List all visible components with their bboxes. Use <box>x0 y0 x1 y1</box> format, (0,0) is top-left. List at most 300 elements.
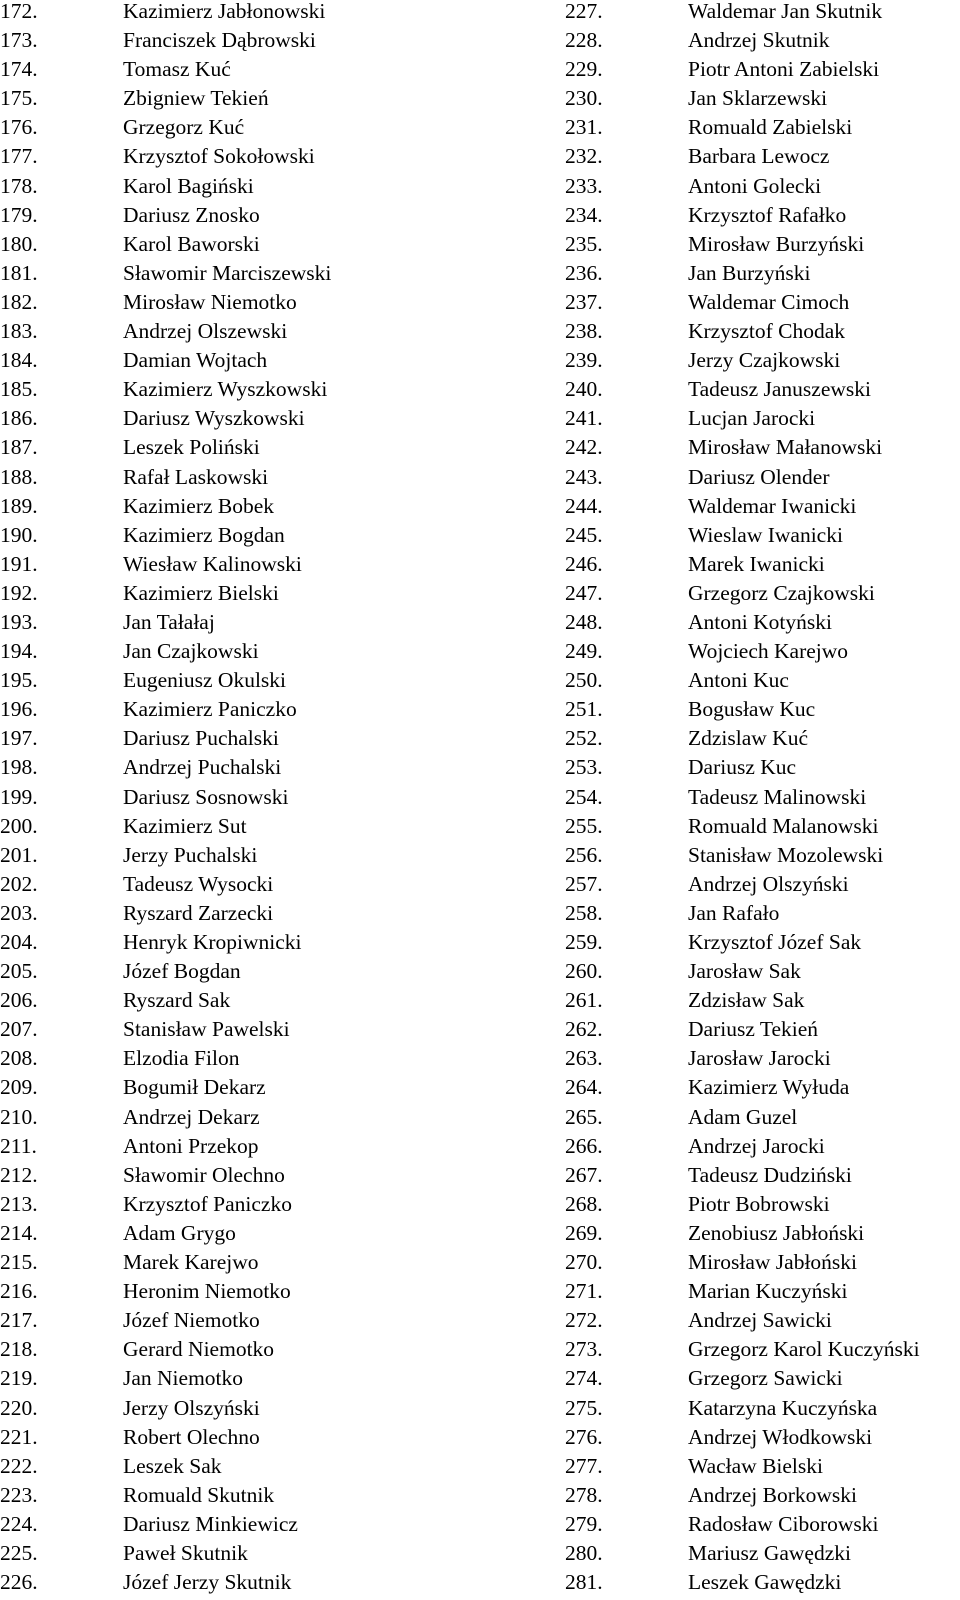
list-item-name: Andrzej Olszewski <box>123 319 288 344</box>
list-item-number: 179. <box>0 202 38 227</box>
list-item-number: 202. <box>0 871 38 896</box>
list-item-number: 184. <box>0 348 38 373</box>
list-item-name: Tadeusz Wysocki <box>123 871 274 896</box>
list-item <box>0 698 440 727</box>
list-item-name: Piotr Bobrowski <box>688 1191 830 1216</box>
list-item-name: Dariusz Minkiewicz <box>123 1511 298 1536</box>
list-item <box>0 320 440 349</box>
list-item-number: 181. <box>0 260 38 285</box>
list-item-name: Lucjan Jarocki <box>688 406 816 431</box>
list-item-number: 266. <box>565 1133 603 1158</box>
list-item-number: 203. <box>0 900 38 925</box>
list-item-name: Marek Iwanicki <box>688 551 825 576</box>
list-item-name: Krzysztof Józef Sak <box>688 930 862 954</box>
list-item <box>565 1426 960 1455</box>
list-item <box>565 407 960 436</box>
list-item <box>565 466 960 495</box>
list-item-number: 180. <box>0 231 38 256</box>
list-item-name: Wojciech Karejwo <box>688 639 849 664</box>
list-item <box>0 436 440 465</box>
list-item-number: 208. <box>0 1046 38 1071</box>
list-item <box>0 553 440 582</box>
list-item-number: 280. <box>565 1540 603 1565</box>
list-item <box>0 1193 440 1222</box>
list-item-number: 199. <box>0 784 38 809</box>
list-item-number: 269. <box>565 1220 603 1245</box>
list-item <box>0 669 440 698</box>
list-item-name: Dariusz Tekień <box>688 1017 819 1042</box>
list-item <box>565 1047 960 1076</box>
list-item-number: 240. <box>565 377 603 402</box>
list-item-name: Robert Olechno <box>123 1424 260 1449</box>
list-item <box>0 349 440 378</box>
list-item-number: 249. <box>565 639 603 664</box>
list-item <box>565 436 960 465</box>
list-item-number: 218. <box>0 1337 38 1362</box>
list-item-number: 185. <box>0 377 38 402</box>
list-item <box>565 815 960 844</box>
list-item <box>0 786 440 815</box>
list-item <box>0 1367 440 1396</box>
list-item-name: Jan Tałałaj <box>123 609 215 634</box>
list-item-number: 191. <box>0 551 38 576</box>
list-item <box>565 495 960 524</box>
list-item-number: 233. <box>565 173 603 198</box>
list-item-name: Jan Sklarzewski <box>688 86 828 111</box>
list-item <box>565 553 960 582</box>
list-item <box>565 640 960 669</box>
list-item-name: Krzysztof Rafałko <box>688 202 847 227</box>
list-item-number: 209. <box>0 1075 38 1100</box>
list-item <box>0 640 440 669</box>
list-item-number: 255. <box>565 813 603 838</box>
list-item-name: Grzegorz Sawicki <box>688 1366 843 1391</box>
right-name-list <box>565 0 960 1600</box>
list-item-number: 231. <box>565 115 603 140</box>
list-item-number: 190. <box>0 522 38 547</box>
list-item <box>0 524 440 553</box>
list-item-name: Dariusz Puchalski <box>123 726 279 751</box>
list-item <box>0 902 440 931</box>
list-item <box>565 291 960 320</box>
list-item-number: 251. <box>565 697 603 722</box>
list-item-number: 246. <box>565 551 603 576</box>
list-item-number: 177. <box>0 144 38 169</box>
list-item-name: Katarzyna Kuczyńska <box>688 1395 878 1420</box>
list-item-number: 211. <box>0 1133 37 1158</box>
list-item-name: Antoni Kotyński <box>688 609 832 634</box>
list-item <box>0 466 440 495</box>
list-item-number: 267. <box>565 1162 603 1187</box>
list-item-name: Leszek Sak <box>123 1453 222 1478</box>
list-item-number: 239. <box>565 348 603 373</box>
list-item-number: 189. <box>0 493 38 518</box>
list-item-number: 261. <box>565 988 603 1013</box>
list-item-name: Zenobiusz Jabłoński <box>688 1220 865 1245</box>
list-item-number: 273. <box>565 1337 603 1362</box>
list-item-name: Waldemar Iwanicki <box>688 493 857 518</box>
list-item <box>0 233 440 262</box>
list-item-number: 275. <box>565 1395 603 1420</box>
list-item <box>0 815 440 844</box>
list-item <box>565 873 960 902</box>
list-item <box>0 1455 440 1484</box>
list-item <box>565 756 960 785</box>
list-item-name: Mirosław Małanowski <box>688 435 883 460</box>
list-item <box>565 1338 960 1367</box>
list-item <box>0 262 440 291</box>
list-item-number: 178. <box>0 173 38 198</box>
list-item-name: Sławomir Marciszewski <box>123 260 332 285</box>
list-item <box>565 58 960 87</box>
list-item-name: Jan Czajkowski <box>123 639 259 664</box>
list-item <box>565 145 960 174</box>
list-item-number: 212. <box>0 1162 38 1187</box>
list-item-number: 226. <box>0 1570 38 1595</box>
list-item-number: 229. <box>565 57 603 82</box>
list-item-number: 241. <box>565 406 603 431</box>
list-item <box>0 1251 440 1280</box>
list-item-name: Adam Guzel <box>688 1104 798 1129</box>
list-item-name: Jerzy Olszyński <box>123 1395 260 1420</box>
list-item <box>0 1280 440 1309</box>
list-item-number: 196. <box>0 697 38 722</box>
list-item <box>565 262 960 291</box>
list-item-name: Jan Niemotko <box>123 1366 244 1391</box>
list-item-number: 225. <box>0 1540 38 1565</box>
list-item-number: 237. <box>565 289 603 314</box>
list-item-name: Franciszek Dąbrowski <box>123 28 316 53</box>
list-item-number: 242. <box>565 435 603 460</box>
list-item-name: Gerard Niemotko <box>123 1337 275 1362</box>
list-item-number: 243. <box>565 464 603 489</box>
list-item-name: Mirosław Jabłoński <box>688 1250 858 1275</box>
list-item-name: Damian Wojtach <box>123 348 268 373</box>
list-item-name: Waldemar Jan Skutnik <box>688 0 883 23</box>
list-item-number: 234. <box>565 202 603 227</box>
list-item-number: 230. <box>565 86 603 111</box>
list-item-number: 276. <box>565 1424 603 1449</box>
list-item <box>565 960 960 989</box>
list-item-name: Ryszard Sak <box>123 988 231 1013</box>
list-item-name: Jerzy Czajkowski <box>688 348 841 373</box>
list-item-number: 205. <box>0 959 38 984</box>
list-item <box>0 960 440 989</box>
list-item-name: Wiesław Kalinowski <box>123 551 302 576</box>
list-item-name: Adam Grygo <box>123 1220 236 1245</box>
list-item-name: Grzegorz Karol Kuczyński <box>688 1337 920 1362</box>
list-item-name: Stanisław Mozolewski <box>688 842 884 867</box>
list-item-name: Dariusz Wyszkowski <box>123 406 305 431</box>
list-item-number: 245. <box>565 522 603 547</box>
list-item-name: Andrzej Skutnik <box>688 28 830 53</box>
list-item-number: 176. <box>0 115 38 140</box>
list-item <box>565 378 960 407</box>
list-item-name: Józef Bogdan <box>123 959 241 984</box>
list-item <box>0 116 440 145</box>
list-item-name: Marian Kuczyński <box>688 1279 848 1304</box>
list-item-name: Waldemar Cimoch <box>688 289 850 314</box>
list-item-number: 175. <box>0 86 38 111</box>
list-item-name: Tadeusz Malinowski <box>688 784 867 809</box>
list-item-name: Józef Niemotko <box>123 1308 260 1333</box>
list-item <box>0 1047 440 1076</box>
list-item-number: 195. <box>0 668 38 693</box>
list-item-number: 228. <box>565 28 603 53</box>
list-item-name: Grzegorz Kuć <box>123 115 245 140</box>
list-item-name: Romuald Skutnik <box>123 1482 275 1507</box>
list-item-name: Andrzej Olszyński <box>688 871 849 896</box>
list-item-number: 262. <box>565 1017 603 1042</box>
list-item-name: Kazimierz Bielski <box>123 580 279 605</box>
list-item-number: 260. <box>565 959 603 984</box>
list-item-name: Karol Baworski <box>123 231 260 256</box>
list-item-name: Krzysztof Chodak <box>688 319 846 344</box>
list-item-name: Jerzy Puchalski <box>123 842 258 867</box>
list-item <box>565 116 960 145</box>
list-item-number: 271. <box>565 1279 603 1304</box>
list-item-name: Romuald Zabielski <box>688 115 853 140</box>
list-item-number: 217. <box>0 1308 38 1333</box>
list-item-number: 216. <box>0 1279 38 1304</box>
list-item-name: Jarosław Jarocki <box>688 1046 831 1071</box>
list-item <box>565 1135 960 1164</box>
list-item-number: 206. <box>0 988 38 1013</box>
list-item <box>565 1484 960 1513</box>
list-item-number: 252. <box>565 726 603 751</box>
list-item-name: Jan Rafało <box>688 900 780 925</box>
list-item-number: 265. <box>565 1104 603 1129</box>
list-item-name: Karol Bagiński <box>123 173 254 198</box>
list-item-number: 232. <box>565 144 603 169</box>
list-item <box>565 29 960 58</box>
list-item-number: 182. <box>0 289 38 314</box>
list-item-name: Piotr Antoni Zabielski <box>688 57 880 82</box>
list-item <box>0 611 440 640</box>
list-item-number: 193. <box>0 609 38 634</box>
list-item <box>565 1251 960 1280</box>
list-item-number: 235. <box>565 231 603 256</box>
list-item <box>565 320 960 349</box>
list-item <box>565 786 960 815</box>
list-item-name: Bogumił Dekarz <box>123 1075 266 1100</box>
list-item-number: 192. <box>0 580 38 605</box>
list-item-number: 281. <box>565 1570 603 1595</box>
list-item <box>0 87 440 116</box>
list-item-name: Krzysztof Paniczko <box>123 1191 292 1216</box>
list-item-number: 183. <box>0 319 38 344</box>
list-item-number: 200. <box>0 813 38 838</box>
list-item-name: Kazimierz Wyłuda <box>688 1075 850 1100</box>
list-item <box>565 1455 960 1484</box>
list-item-number: 272. <box>565 1308 603 1333</box>
list-item-number: 253. <box>565 755 603 780</box>
list-item-number: 238. <box>565 319 603 344</box>
list-item-name: Marek Karejwo <box>123 1250 259 1275</box>
list-item <box>0 1222 440 1251</box>
list-item <box>0 756 440 785</box>
list-item <box>565 669 960 698</box>
list-item-name: Romuald Malanowski <box>688 813 879 838</box>
list-item-name: Dariusz Sosnowski <box>123 784 289 809</box>
list-item <box>565 0 960 29</box>
list-item <box>0 1426 440 1455</box>
list-item <box>0 1513 440 1542</box>
list-item-name: Kazimierz Wyszkowski <box>123 377 328 402</box>
list-item <box>0 407 440 436</box>
list-item <box>565 1309 960 1338</box>
list-item <box>565 1571 960 1600</box>
list-item <box>0 378 440 407</box>
list-item-name: Ryszard Zarzecki <box>123 900 274 925</box>
list-item-name: Kazimierz Paniczko <box>123 697 297 722</box>
list-item <box>0 1018 440 1047</box>
list-item-number: 222. <box>0 1453 38 1478</box>
list-item <box>565 902 960 931</box>
list-item <box>0 582 440 611</box>
list-item-number: 248. <box>565 609 603 634</box>
list-item-number: 172. <box>0 0 38 23</box>
list-item <box>0 989 440 1018</box>
list-item-name: Andrzej Jarocki <box>688 1133 825 1158</box>
list-item-number: 244. <box>565 493 603 518</box>
list-item-name: Rafał Laskowski <box>123 464 269 489</box>
list-item-name: Kazimierz Jabłonowski <box>123 0 326 23</box>
list-item-number: 221. <box>0 1424 38 1449</box>
list-item-name: Antoni Przekop <box>123 1133 259 1158</box>
list-item <box>565 1280 960 1309</box>
list-item <box>565 844 960 873</box>
list-item-number: 264. <box>565 1075 603 1100</box>
list-item-name: Andrzej Dekarz <box>123 1104 260 1129</box>
list-item-name: Andrzej Borkowski <box>688 1482 857 1507</box>
list-item <box>565 349 960 378</box>
list-item-name: Zdzisław Sak <box>688 988 805 1013</box>
list-item <box>565 1076 960 1105</box>
list-item-number: 198. <box>0 755 38 780</box>
list-item-number: 236. <box>565 260 603 285</box>
list-item-name: Dariusz Znosko <box>123 202 260 227</box>
list-item-number: 213. <box>0 1191 38 1216</box>
left-name-list <box>0 0 440 1600</box>
list-item <box>0 1542 440 1571</box>
list-item-name: Antoni Kuc <box>688 668 789 693</box>
list-item <box>565 524 960 553</box>
list-item <box>0 145 440 174</box>
list-item-name: Wieslaw Iwanicki <box>688 522 843 547</box>
list-item-name: Wacław Bielski <box>688 1453 823 1478</box>
list-item <box>0 29 440 58</box>
list-item-number: 258. <box>565 900 603 925</box>
list-item <box>565 1397 960 1426</box>
list-item-name: Tomasz Kuć <box>123 57 231 82</box>
list-item-number: 220. <box>0 1395 38 1420</box>
list-item-name: Bogusław Kuc <box>688 697 816 722</box>
list-item <box>0 873 440 902</box>
list-item-name: Kazimierz Sut <box>123 813 247 838</box>
list-item <box>565 175 960 204</box>
list-item <box>565 582 960 611</box>
list-item-number: 188. <box>0 464 38 489</box>
list-item-number: 186. <box>0 406 38 431</box>
list-item <box>0 931 440 960</box>
list-item-name: Antoni Golecki <box>688 173 822 198</box>
list-item-number: 207. <box>0 1017 38 1042</box>
list-item <box>565 233 960 262</box>
list-item-name: Mariusz Gawędzki <box>688 1540 851 1565</box>
list-item-name: Jan Burzyński <box>688 260 811 285</box>
list-item-number: 219. <box>0 1366 38 1391</box>
list-item <box>0 1397 440 1426</box>
list-item-number: 279. <box>565 1511 603 1536</box>
list-item-number: 215. <box>0 1250 38 1275</box>
list-item <box>0 1484 440 1513</box>
list-item-name: Leszek Poliński <box>123 435 260 460</box>
list-item-number: 224. <box>0 1511 38 1536</box>
list-item <box>0 1338 440 1367</box>
list-item-number: 194. <box>0 639 38 664</box>
list-item <box>0 1571 440 1600</box>
list-item <box>565 87 960 116</box>
list-item-name: Heronim Niemotko <box>123 1279 291 1304</box>
list-item-name: Andrzej Włodkowski <box>688 1424 873 1449</box>
list-item-name: Henryk Kropiwnicki <box>123 930 302 954</box>
list-item <box>0 1106 440 1135</box>
list-item <box>0 1135 440 1164</box>
list-item-name: Tadeusz Dudziński <box>688 1162 852 1187</box>
list-item <box>0 204 440 233</box>
list-item-name: Barbara Lewocz <box>688 144 830 169</box>
list-item-number: 227. <box>565 0 603 23</box>
list-item-name: Jarosław Sak <box>688 959 801 984</box>
list-item <box>565 1542 960 1571</box>
list-item <box>0 58 440 87</box>
list-item <box>565 1018 960 1047</box>
list-item-number: 173. <box>0 28 38 53</box>
list-item <box>565 727 960 756</box>
list-item <box>0 727 440 756</box>
list-item-name: Dariusz Kuc <box>688 755 797 780</box>
list-item <box>0 844 440 873</box>
list-item-number: 278. <box>565 1482 603 1507</box>
list-item <box>0 1309 440 1338</box>
list-item-number: 204. <box>0 930 38 954</box>
list-item-number: 223. <box>0 1482 38 1507</box>
list-item-name: Paweł Skutnik <box>123 1540 248 1565</box>
list-item <box>565 611 960 640</box>
list-item-name: Radosław Ciborowski <box>688 1511 879 1536</box>
list-item-name: Kazimierz Bogdan <box>123 522 285 547</box>
list-item <box>0 291 440 320</box>
list-item <box>565 1106 960 1135</box>
list-item-number: 187. <box>0 435 38 460</box>
list-item-number: 268. <box>565 1191 603 1216</box>
list-item-name: Sławomir Olechno <box>123 1162 285 1187</box>
list-item-name: Andrzej Puchalski <box>123 755 282 780</box>
list-item-name: Kazimierz Bobek <box>123 493 275 518</box>
list-item <box>565 698 960 727</box>
list-item-name: Dariusz Olender <box>688 464 830 489</box>
list-item-number: 263. <box>565 1046 603 1071</box>
list-item <box>0 0 440 29</box>
list-item-name: Krzysztof Sokołowski <box>123 144 315 169</box>
list-item-name: Zbigniew Tekień <box>123 86 269 111</box>
list-item-number: 277. <box>565 1453 603 1478</box>
list-item <box>565 1222 960 1251</box>
list-item-name: Tadeusz Januszewski <box>688 377 871 402</box>
list-item <box>0 175 440 204</box>
list-item <box>565 989 960 1018</box>
